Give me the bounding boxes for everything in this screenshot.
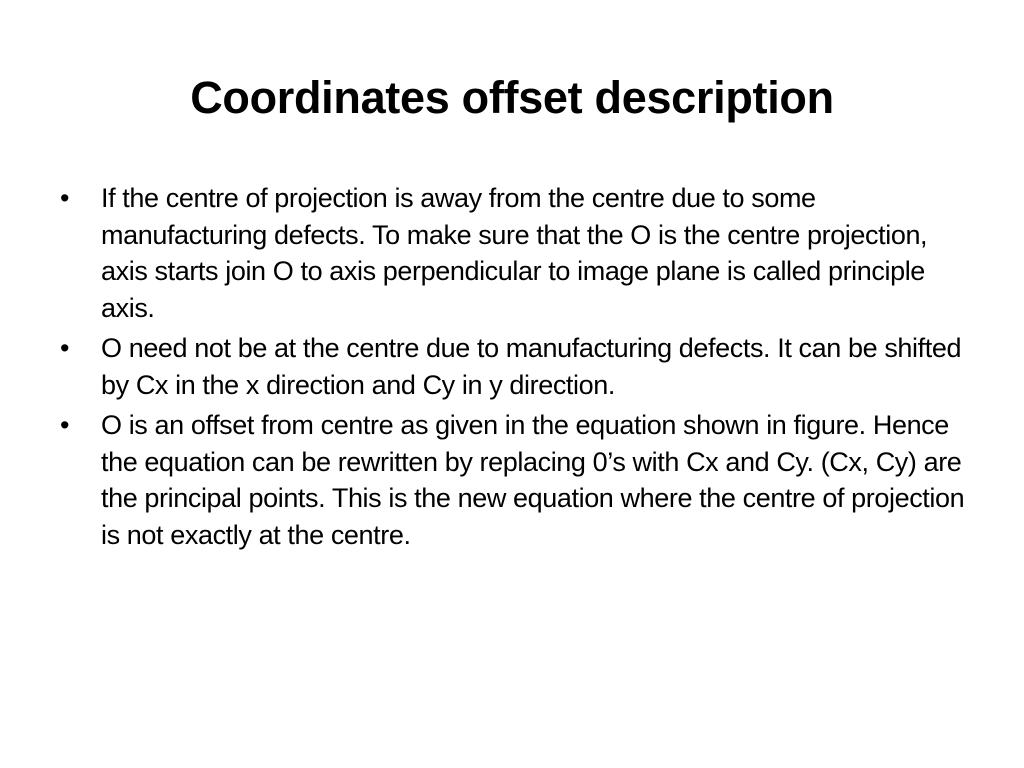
bullet-text-2: O need not be at the centre due to manufacturing defects. It can be shifted by Cx in the x direction and Cy in y direction.	[101, 333, 962, 400]
bullet-list	[60, 180, 970, 557]
bullet-item-1	[60, 180, 970, 326]
bullet-item-3	[60, 407, 970, 553]
bullet-text-3: O is an offset from centre as given in the equation shown in figure. Hence the equation can be rewritten by replacing 0’s with Cx and Cy. (Cx, Cy) are the principal points. This is the new equation where the centre of projection is not exactly at the centre.	[101, 410, 965, 550]
bullet-text-1: If the centre of projection is away from the centre due to some manufacturing defects. To make sure that the O is the centre projection, axis starts join O to axis perpendicular to image plane is called principle axis.	[101, 183, 928, 323]
slide-title: Coordinates offset description	[190, 72, 834, 123]
bullet-icon: •	[60, 410, 70, 440]
bullet-icon: •	[60, 333, 70, 363]
bullet-item-2	[60, 330, 970, 403]
bullet-icon: •	[60, 183, 70, 213]
